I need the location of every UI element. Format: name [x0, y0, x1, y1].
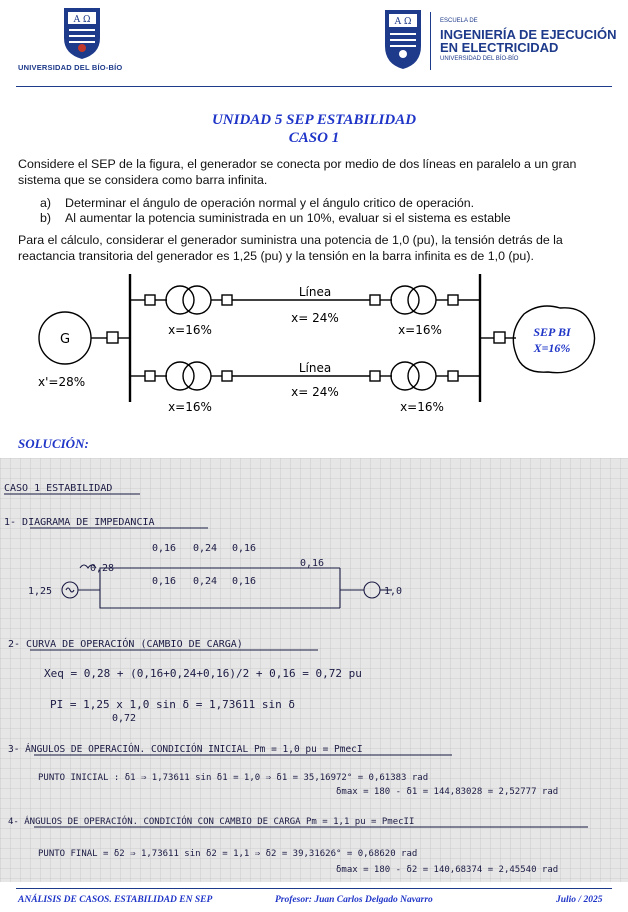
- footer-left: ANÁLISIS DE CASOS. ESTABILIDAD EN SEP: [18, 895, 213, 905]
- line-top-label: Línea: [298, 285, 332, 299]
- school-line2: INGENIERÍA DE EJECUCIÓN: [440, 27, 617, 42]
- hw-pt-den: 0,72: [112, 713, 137, 724]
- gen-breaker: [107, 332, 118, 343]
- footer-rule: [16, 888, 612, 889]
- school-line3: EN ELECTRICIDAD: [440, 40, 559, 55]
- hw-xeq: Xeq = 0,28 + (0,16+0,24+0,16)/2 + 0,16 = 0,72 pu: [44, 667, 362, 680]
- hw-pt-num: PI = 1,25 x 1,0 sin δ = 1,73611 sin δ: [50, 698, 296, 711]
- solution-label: SOLUCIÓN:: [18, 436, 89, 451]
- hw-step4: 4- ÁNGULOS DE OPERACIÓN. CONDICIÓN CON CAMBIO DE CARGA Pm = 1,1 pu = PmecII: [8, 817, 415, 827]
- one-line-diagram: [0, 268, 628, 428]
- generator-label: G: [59, 332, 71, 347]
- school-logo: [383, 8, 423, 70]
- logo-letters: A Ω: [73, 15, 91, 25]
- intro-paragraph: Considere el SEP de la figura, el generador se conecta por medio de dos líneas en paralelo a un gran sistema que se considera como barra infinita.: [18, 157, 577, 187]
- tr-top-right: x=16%: [398, 323, 442, 337]
- item-b-label: b): [40, 211, 52, 225]
- item-b-text: Al aumentar la potencia suministrada en un 10%, evaluar si el sistema es estable: [65, 211, 511, 225]
- hw-imp-g: 0,16: [232, 576, 257, 587]
- hw-inf-v: 1,0: [384, 586, 403, 597]
- item-a: [40, 195, 610, 211]
- doc-title: UNIDAD 5 SEP ESTABILIDAD: [211, 112, 417, 128]
- tr-bottom-right: x=16%: [400, 400, 444, 414]
- hw-imp-b: 0,24: [193, 543, 218, 554]
- school-logo-letters: A Ω: [394, 17, 412, 27]
- footer-right: Julio / 2025: [556, 895, 603, 905]
- hw-imp-h: 0,16: [300, 558, 325, 569]
- university-name: UNIVERSIDAD DEL BÍO-BÍO: [18, 63, 123, 72]
- hw-step2: 2- CURVA DE OPERACIÓN (CAMBIO DE CARGA): [8, 639, 243, 650]
- item-a-text: Determinar el ángulo de operación normal y el ángulo critico de operación.: [65, 196, 475, 210]
- line-bottom-label: Línea: [298, 361, 332, 375]
- hw-imp-c: 0,16: [232, 543, 257, 554]
- line-bottom-x: x= 24%: [291, 385, 339, 399]
- hw-punto-final: PUNTO FINAL = δ2 ⇒ 1,73611 sin δ2 = 1,1 ⇒ δ2 = 39,31626° = 0,68620 rad: [38, 849, 418, 859]
- hw-src-v: 1,25: [28, 586, 53, 597]
- hw-punto-inicial: PUNTO INICIAL : δ1 ⇒ 1,73611 sin δ1 = 1,0 ⇒ δ1 = 35,16972° = 0,61383 rad: [38, 773, 429, 783]
- calc-paragraph: Para el cálculo, considerar el generador suministra una potencia de 1,0 (pu), la tensión detrás de la reactancia transitoria del generador es 1,25 (pu) y la tensión en la barra infinita es de 1,0 (pu).: [18, 233, 563, 263]
- item-a-label: a): [40, 196, 52, 210]
- hw-imp-e: 0,16: [152, 576, 177, 587]
- header-rule: [16, 86, 612, 87]
- hw-delta-max-1: δmax = 180 - δ1 = 144,83028 = 2,52777 rad: [336, 787, 559, 797]
- infinite-bus-cloud: [513, 306, 594, 373]
- hw-imp-d: 0,28: [90, 563, 115, 574]
- hw-step3: 3- ÁNGULOS DE OPERACIÓN. CONDICIÓN INICIAL Pm = 1,0 pu = PmecI: [8, 744, 363, 755]
- school-divider: [430, 12, 431, 70]
- hw-imp-f: 0,24: [193, 576, 218, 587]
- hw-step1: 1- DIAGRAMA DE IMPEDANCIA: [4, 517, 155, 528]
- hw-imp-a: 0,16: [152, 543, 177, 554]
- handwritten-solution: [0, 458, 628, 882]
- item-b: [40, 210, 610, 226]
- line-top-x: x= 24%: [291, 311, 339, 325]
- sep-x: X=16%: [533, 341, 571, 355]
- hw-delta-max-2: δmax = 180 - δ2 = 140,68374 = 2,45540 rad: [336, 865, 559, 875]
- school-line4: UNIVERSIDAD DEL BÍO-BÍO: [440, 56, 519, 62]
- tr-bottom-left: x=16%: [168, 400, 212, 414]
- sep-label: SEP BI: [533, 325, 571, 339]
- doc-subtitle: CASO 1: [288, 130, 340, 146]
- school-line1: ESCUELA DE: [440, 18, 478, 24]
- hw-heading: CASO 1 ESTABILIDAD: [4, 483, 113, 494]
- gen-reactance: x'=28%: [38, 375, 86, 389]
- university-logo: [60, 4, 104, 60]
- footer-middle: Profesor: Juan Carlos Delgado Navarro: [275, 895, 433, 905]
- tr-top-left: x=16%: [168, 323, 212, 337]
